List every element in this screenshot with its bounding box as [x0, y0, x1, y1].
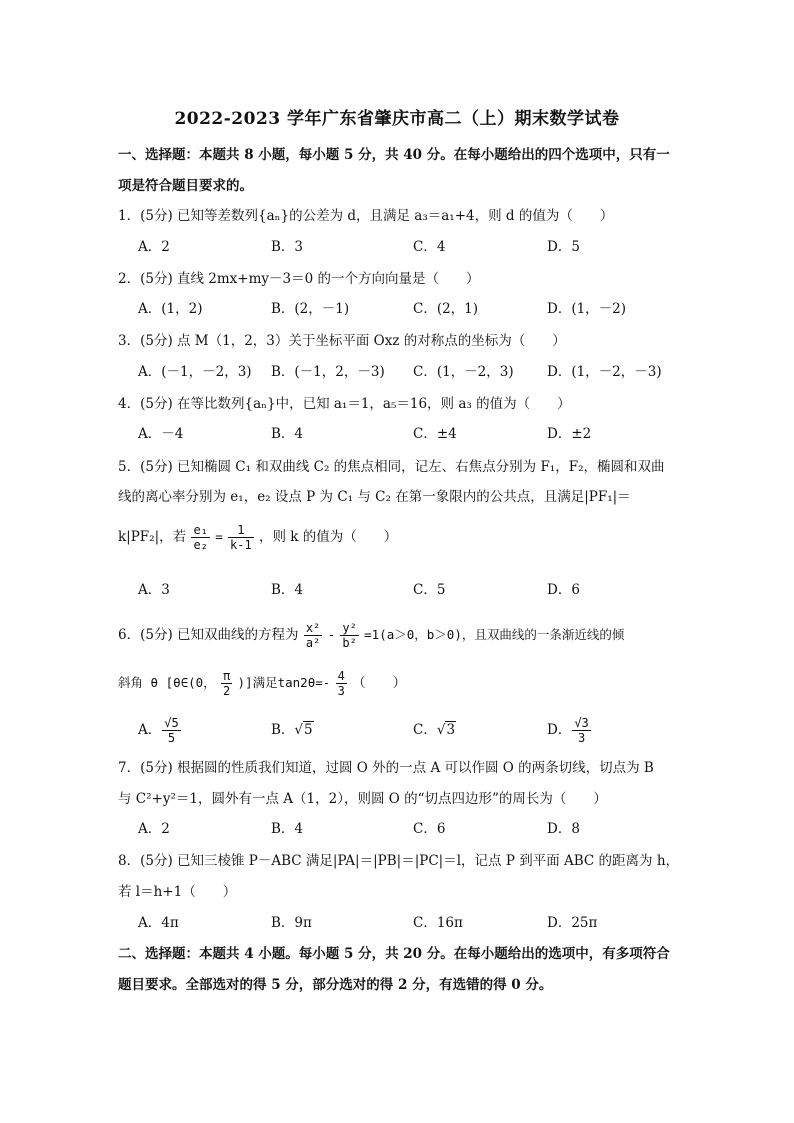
q6-option-c[interactable]: [413, 712, 456, 748]
q5-option-c[interactable]: C．5: [413, 582, 446, 598]
q2-option-b[interactable]: B．(2，－1): [271, 301, 350, 317]
q6-fraction-pi-2: [221, 669, 232, 698]
q7-option-b[interactable]: B．4: [271, 821, 304, 837]
question-7-line1: 7．(5分) 根据圆的性质我们知道，过圆 O 外的一点 A 可以作圆 O 的两条切线，切点为 B: [118, 760, 654, 776]
q6-line2-mid: )]满足tan2θ=-: [237, 675, 331, 690]
q6-fracx-numerator: x²: [305, 621, 321, 635]
q5-frac2-numerator: 1: [228, 523, 254, 538]
q6-option-c-label: C．: [413, 722, 437, 738]
q8-option-c[interactable]: C．16π: [413, 915, 463, 931]
q5-frac1-numerator: e₁: [193, 523, 208, 537]
q6-fraction-4-3: [336, 669, 347, 698]
q8-option-b[interactable]: B．9π: [271, 915, 312, 931]
q6-option-b-sqrt: √5: [294, 722, 313, 738]
question-8-options: [138, 914, 698, 932]
q6-option-b-radicand: 5: [304, 722, 313, 738]
q6-fraction-x2-a2: [304, 621, 322, 650]
q1-option-a[interactable]: A．2: [138, 239, 170, 255]
q4-option-d[interactable]: D．±2: [547, 426, 592, 442]
q5-line3-pre: k|PF₂|，若: [118, 529, 187, 545]
question-6-line2: [118, 666, 688, 700]
q6-option-a-numerator: √5: [164, 716, 179, 730]
q6-line2-pre: 斜角 θ [θ∈(0，: [118, 675, 216, 690]
q5-equals: =: [215, 529, 223, 544]
q5-option-d[interactable]: D．6: [547, 582, 580, 598]
q6-option-d-label: D．: [547, 722, 572, 738]
question-2-options: [138, 300, 698, 318]
q2-option-d[interactable]: D．(1，－2): [547, 301, 627, 317]
q6-fracx-denominator: a²: [305, 636, 321, 650]
q3-option-a[interactable]: A．(－1，－2，3): [138, 364, 252, 380]
question-5-options: [138, 581, 698, 599]
question-3-options: [138, 363, 698, 381]
section2-heading-line1: 二、选择题：本题共 4 小题。每小题 5 分，共 20 分。在每小题给出的选项中，有多项符合: [118, 946, 670, 962]
section1-heading-line1: 一、选择题：本题共 8 小题，每小题 5 分，共 40 分。在每小题给出的四个选项中，只有一: [118, 147, 670, 163]
question-8-line1: 8．(5分) 已知三棱锥 P－ABC 满足|PA|＝|PB|＝|PC|＝l，记点 P 到平面 ABC 的距离为 h，: [118, 853, 680, 869]
q5-frac1-denominator: e₂: [193, 538, 208, 552]
q3-option-c[interactable]: C．(1，－2，3): [413, 364, 514, 380]
q6-option-c-radicand: 3: [446, 722, 456, 738]
question-1-options: [138, 238, 698, 256]
q6-option-a-label: A．: [138, 722, 162, 738]
q8-option-d[interactable]: D．25π: [547, 915, 598, 931]
exam-title: 2022-2023 学年广东省肇庆市高二（上）期末数学试卷: [174, 109, 620, 129]
q6-fracpi-numerator: π: [223, 669, 231, 683]
q5-option-a[interactable]: A．3: [138, 582, 170, 598]
question-5-line1: 5．(5分) 已知椭圆 C₁ 和双曲线 C₂ 的焦点相同，记左、右焦点分别为 F₁，F₂，椭圆和双曲: [118, 459, 665, 475]
q6-option-c-sqrt: √3: [436, 722, 456, 738]
question-7-options: [138, 820, 698, 838]
q5-line3-post: ，则 k 的值为（ ）: [259, 529, 398, 545]
question-3-stem: 3．(5分) 点 M（1，2，3）关于坐标平面 Oxz 的对称点的坐标为（ ）: [118, 333, 566, 349]
q6-line1-pre: 6．(5分) 已知双曲线的方程为: [118, 627, 299, 643]
q7-option-a[interactable]: A．2: [138, 821, 170, 837]
q6-frac43-numerator: 4: [337, 669, 345, 683]
question-4-options: [138, 425, 698, 443]
q1-option-b[interactable]: B．3: [271, 239, 304, 255]
q7-option-c[interactable]: C．6: [413, 821, 446, 837]
q6-option-a-fraction: [162, 716, 180, 745]
q5-frac2-denominator: k-1: [230, 538, 252, 552]
q6-option-d-fraction: [572, 716, 590, 745]
q6-option-a[interactable]: [138, 712, 182, 748]
q6-fraction-y2-b2: [340, 621, 358, 650]
q6-fracy-numerator: y²: [342, 621, 357, 635]
q6-fracy-denominator: b²: [342, 636, 357, 650]
q6-frac43-denominator: 3: [337, 684, 345, 698]
q1-option-d[interactable]: D．5: [547, 239, 580, 255]
q6-option-b[interactable]: [271, 712, 314, 748]
q6-option-d-numerator: √3: [574, 716, 589, 730]
q5-option-b[interactable]: B．4: [271, 582, 304, 598]
q3-option-d[interactable]: D．(1，－2，－3): [547, 364, 662, 380]
q5-fraction-e1-e2: [191, 523, 209, 552]
q2-option-a[interactable]: A．(1，2): [138, 301, 203, 317]
q5-fraction-1-k-1: [228, 523, 254, 552]
q7-option-d[interactable]: D．8: [547, 821, 580, 837]
section1-heading-line2: 项是符合题目要求的。: [118, 178, 253, 194]
question-7-line2: 与 C²+y²＝1，圆外有一点 A（1，2），则圆 O 的“切点四边形”的周长为（ ）: [118, 791, 607, 807]
q4-option-b[interactable]: B．4: [271, 426, 304, 442]
section2-heading-line2: 题目要求。全部选对的得 5 分，部分选对的得 2 分，有选错的得 0 分。: [118, 977, 553, 993]
q1-option-c[interactable]: C．4: [413, 239, 446, 255]
q6-line1-post: =1(a＞0，b＞0)，且双曲线的一条渐近线的倾: [364, 627, 625, 642]
question-6-options: [138, 712, 698, 748]
q2-option-c[interactable]: C．(2，1): [413, 301, 479, 317]
q6-line2-post: （ ）: [352, 675, 407, 691]
q6-option-d[interactable]: [547, 712, 592, 748]
q3-option-b[interactable]: B．(－1，2，－3): [271, 364, 385, 380]
q6-option-b-label: B．: [271, 722, 295, 738]
question-5-line3: [118, 522, 688, 552]
question-2-stem: 2．(5分) 直线 2mx+my－3＝0 的一个方向向量是（ ）: [118, 271, 480, 287]
question-4-stem: 4．(5分) 在等比数列{aₙ}中，已知 a₁＝1，a₅＝16，则 a₃ 的值为（ ）: [118, 396, 571, 412]
question-6-line1: [118, 618, 688, 652]
question-5-line2: 线的离心率分别为 e₁，e₂ 设点 P 为 C₁ 与 C₂ 在第一象限内的公共点，且满足|PF₁|＝: [118, 489, 631, 505]
q8-option-a[interactable]: A．4π: [138, 915, 179, 931]
q6-fracpi-denominator: 2: [223, 684, 231, 698]
q6-option-a-denominator: 5: [167, 731, 176, 745]
question-1-stem: 1．(5分) 已知等差数列{aₙ}的公差为 d，且满足 a₃＝a₁+4，则 d 的值为（ ）: [118, 208, 614, 224]
q4-option-a[interactable]: A．－4: [138, 426, 184, 442]
q6-minus: -: [327, 627, 336, 642]
q4-option-c[interactable]: C．±4: [413, 426, 457, 442]
question-8-line2: 若 l＝h+1（ ）: [118, 884, 237, 900]
q6-option-d-denominator: 3: [577, 731, 586, 745]
